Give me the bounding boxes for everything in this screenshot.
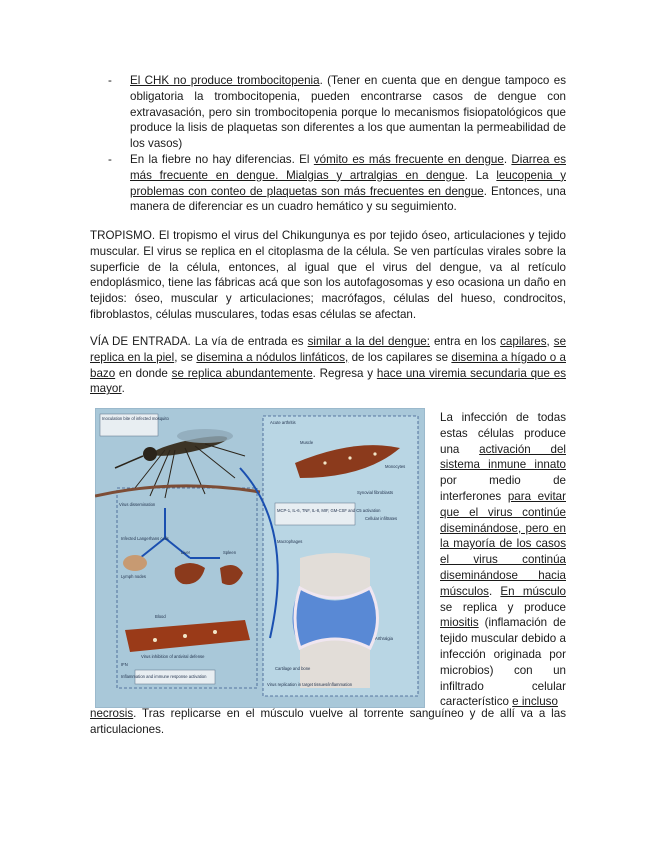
- text-span: de los capilares se: [348, 350, 452, 364]
- bullet-item-chk: [108, 73, 566, 152]
- text-span: capilares: [500, 335, 547, 348]
- figure-label: Synovial fibroblasts: [357, 490, 394, 495]
- text-span: miositis: [440, 616, 479, 630]
- text-span: similar a la del dengue:: [307, 335, 430, 348]
- bullet-text: [130, 73, 566, 152]
- text-span: se replica en la piel: [90, 335, 567, 364]
- text-span: . Regresa y: [312, 366, 377, 380]
- figure-label: Inoculation bite of infected mosquito: [102, 416, 169, 421]
- figure-label: Virus dissemination: [119, 502, 156, 507]
- text-span: . La: [464, 168, 497, 182]
- figure-label: Blood: [155, 614, 166, 619]
- paragraph-via-entrada: [90, 334, 566, 397]
- text-span: El CHK no produce trombocitopenia: [130, 74, 320, 87]
- text-span: TROPISMO. El tropismo el virus del Chikungunya es por tejido óseo, articulaciones y tejido muscular. El virus se replica en el citoplasma de la célula. Se ven partículas virales sobre la superficie de la célula, entonces, al igual que el virus del dengue, va al retículo endoplásmico, tiene las fábricas acá que son los autofagosomas y eso ocasiona un daño en tejidos: óseo, muscular y articulaciones; macrófagos, células del hueso, condrocitos, fibroblastos, células musculares, todas esas células se afectan.: [90, 229, 566, 321]
- text-span: disemina a nódulos linfáticos,: [196, 350, 349, 364]
- bullet-item-fiebre: [108, 152, 566, 215]
- figure-label: Acute arthritis: [270, 420, 296, 425]
- text-span: se replica abundantemente: [171, 366, 313, 380]
- text-span: se replica y produce: [440, 600, 566, 614]
- bullet-text: [130, 152, 566, 215]
- text-span: , se: [174, 350, 197, 364]
- text-span: en donde: [115, 366, 172, 380]
- figure-label: Macrophages: [277, 539, 303, 544]
- figure-label: Virus inhibition of antiviral defense: [141, 654, 205, 659]
- text-span: Diarrea es más frecuente en dengue. Mialgias y artralgias en dengue: [130, 152, 566, 182]
- figure-label: Liver: [181, 550, 191, 555]
- text-span: para evitar que el virus continúe diseminándose, pero en la mayoría de los casos el virus continúa diseminándose hacia músculos: [440, 489, 566, 598]
- bullet-dash: -: [108, 152, 112, 166]
- figure-label: Lymph nodes: [121, 574, 146, 579]
- text-span: .: [503, 152, 512, 166]
- figure-label: Cellular infiltrates: [365, 516, 398, 521]
- text-span: ,: [546, 335, 554, 348]
- text-span: . (Tener en cuenta que en dengue tampoco es obligatoria la trombocitopenia, pueden encontrarse casos de dengue con extravasación, pero sin trombocitopenia porque lo mecanismos fisiopatológicos que produce la lisis de plaquetas son diferentes a los que aumentan la permeabilidad de los vasos): [130, 74, 566, 151]
- figure-label: Muscle: [300, 440, 314, 445]
- lymph-node-icon: [123, 555, 147, 571]
- figure-label: Infected Langerhans cells: [121, 536, 169, 541]
- text-span: . Entonces, una manera de diferenciar es un cuadro hemático y su seguimiento.: [130, 184, 566, 214]
- pathogenesis-figure: [95, 408, 425, 708]
- paragraph-necrosis: [90, 706, 566, 738]
- text-span: . Tras replicarse en el músculo vuelve al torrente sanguíneo y de allí va a las articulaciones.: [90, 707, 566, 736]
- figure-label: Cartilage and bone: [275, 666, 311, 671]
- figure-label: IFN: [121, 662, 128, 667]
- figure-label: Monocytes: [385, 464, 406, 469]
- pathogenesis-diagram: [95, 408, 425, 708]
- figure-label: Spleen: [223, 550, 237, 555]
- paragraph-infeccion: [440, 410, 566, 710]
- text-span: disemina a hígado o a bazo: [90, 350, 566, 380]
- text-span: leucopenia y problemas con conteo de plaquetas son más frecuentes en dengue: [130, 168, 566, 198]
- text-span: La infección de todas estas células produce una: [440, 411, 566, 456]
- text-span: activación del sistema inmune innato: [440, 442, 566, 472]
- text-span: .: [488, 584, 501, 598]
- text-span: entra en los: [429, 335, 501, 348]
- text-span: por medio de interferones: [440, 474, 566, 503]
- text-span: e incluso: [512, 695, 558, 709]
- text-span: En la fiebre no hay diferencias. El: [130, 152, 314, 166]
- label-box: [275, 503, 355, 525]
- text-span: vómito es más frecuente en dengue: [313, 152, 504, 166]
- text-span: VÍA DE ENTRADA. La vía de entrada es: [90, 335, 308, 348]
- figure-label: MCP-1, IL-6, TNF, IL-8, MIF, GM-CSF and C5 activation: [277, 508, 381, 513]
- figure-label: Inflammation and immune response activation: [121, 674, 207, 679]
- bullet-dash: -: [108, 74, 112, 87]
- text-span: hace una viremia secundaria que es mayor: [90, 366, 566, 396]
- bullet-list: [108, 73, 566, 215]
- text-span: necrosis: [90, 707, 134, 720]
- figure-label: Arthralgia: [375, 636, 393, 641]
- paragraph-tropismo: [90, 228, 566, 323]
- text-span: En músculo: [500, 584, 566, 598]
- figure-label: Virus replication in target tissues/inflammation: [267, 682, 353, 687]
- text-span: (inflamación de tejido muscular debido a infección originada por microbios) con un infiltrado celular característico: [440, 616, 566, 709]
- text-span: .: [121, 382, 125, 396]
